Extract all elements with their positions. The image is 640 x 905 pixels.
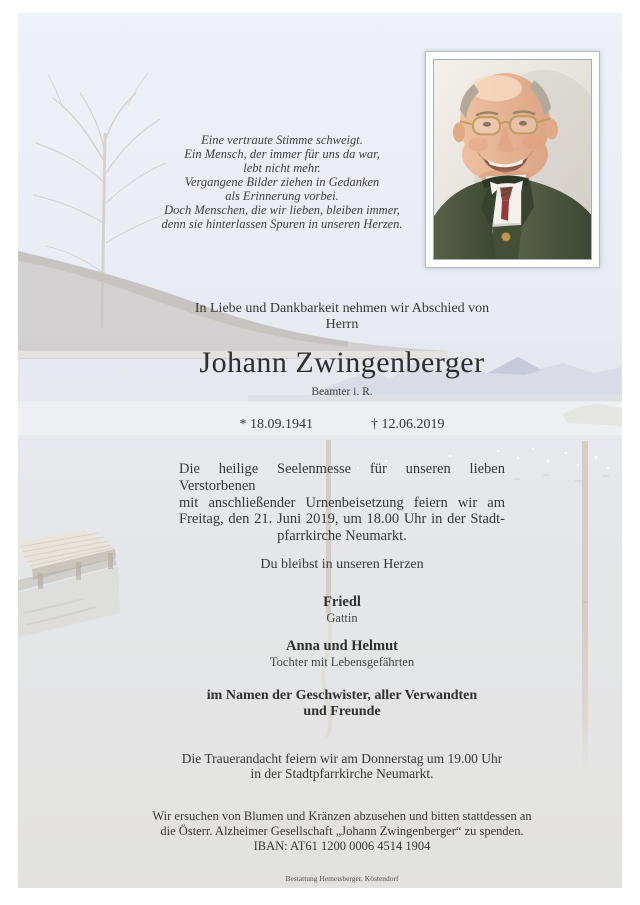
- vigil-announcement: [62, 751, 622, 781]
- memorial-poem: [112, 133, 452, 231]
- funeral-home-footer: Bestattung Hemetsberger, Köstendorf: [285, 874, 399, 883]
- service-line: Freitag, den 21. Juni 2019, um 18.00 Uhr in der Stadt-: [179, 511, 505, 528]
- poem-line: Vergangene Bilder ziehen in Gedanken: [184, 175, 380, 189]
- family-attribution: [62, 688, 622, 719]
- death-date: † 12.06.2019: [371, 417, 445, 432]
- portrait-of-deceased: [434, 60, 591, 259]
- vigil-line: Die Trauerandacht feiern wir am Donnerstag um 19.00 Uhr: [181, 751, 503, 766]
- birth-date: * 18.09.1941: [239, 417, 313, 432]
- farewell-intro: [62, 301, 622, 333]
- deceased-title: Beamter i. R.: [311, 386, 373, 398]
- vigil-line: in der Stadtpfarrkirche Neumarkt.: [250, 766, 434, 782]
- poem-line: Eine vertraute Stimme schweigt.: [201, 133, 363, 147]
- service-line: Die heilige Seelenmesse für unseren lieben Verstorbenen: [179, 461, 505, 494]
- deceased-name: Johann Zwingenberger: [199, 346, 485, 379]
- family-line: im Namen der Geschwister, aller Verwandten: [206, 688, 478, 703]
- poem-line: Doch Menschen, die wir lieben, bleiben immer,: [164, 203, 400, 217]
- donation-line: die Österr. Alzheimer Gesellschaft „Johann Zwingenberger“ zu spenden.: [160, 823, 524, 838]
- poem-line: lebt nicht mehr.: [243, 161, 321, 175]
- service-line: mit anschließender Urnenbeisetzung feiern wir am: [179, 494, 505, 511]
- family-line: und Freunde: [303, 703, 381, 719]
- mourner-daughter-relation: Tochter mit Lebensgefährten: [269, 655, 415, 669]
- donation-line: Wir ersuchen von Blumen und Kränzen abzusehen und bitten stattdessen an: [152, 809, 532, 823]
- poem-line: Ein Mensch, der immer für uns da war,: [184, 147, 380, 161]
- donation-iban: IBAN: AT61 1200 0006 4514 1904: [253, 838, 431, 853]
- service-line: pfarrkirche Neumarkt.: [277, 528, 407, 545]
- intro-salutation: Herrn: [325, 317, 359, 332]
- motto-line: Du bleibst in unseren Herzen: [260, 557, 424, 572]
- poem-line: als Erinnerung vorbei.: [225, 189, 339, 203]
- mourner-wife-name: Friedl: [323, 594, 361, 610]
- mourner-daughter-name: Anna und Helmut: [285, 638, 398, 654]
- mourner-wife-relation: Gattin: [326, 611, 358, 625]
- life-dates: [62, 417, 622, 433]
- donation-request: [42, 809, 640, 853]
- poem-line: denn sie hinterlassen Spuren in unseren Herzen.: [161, 217, 403, 231]
- intro-line: In Liebe und Dankbarkeit nehmen wir Abschied von: [194, 301, 490, 316]
- funeral-service-text: [179, 461, 505, 545]
- portrait-photo: [433, 59, 592, 260]
